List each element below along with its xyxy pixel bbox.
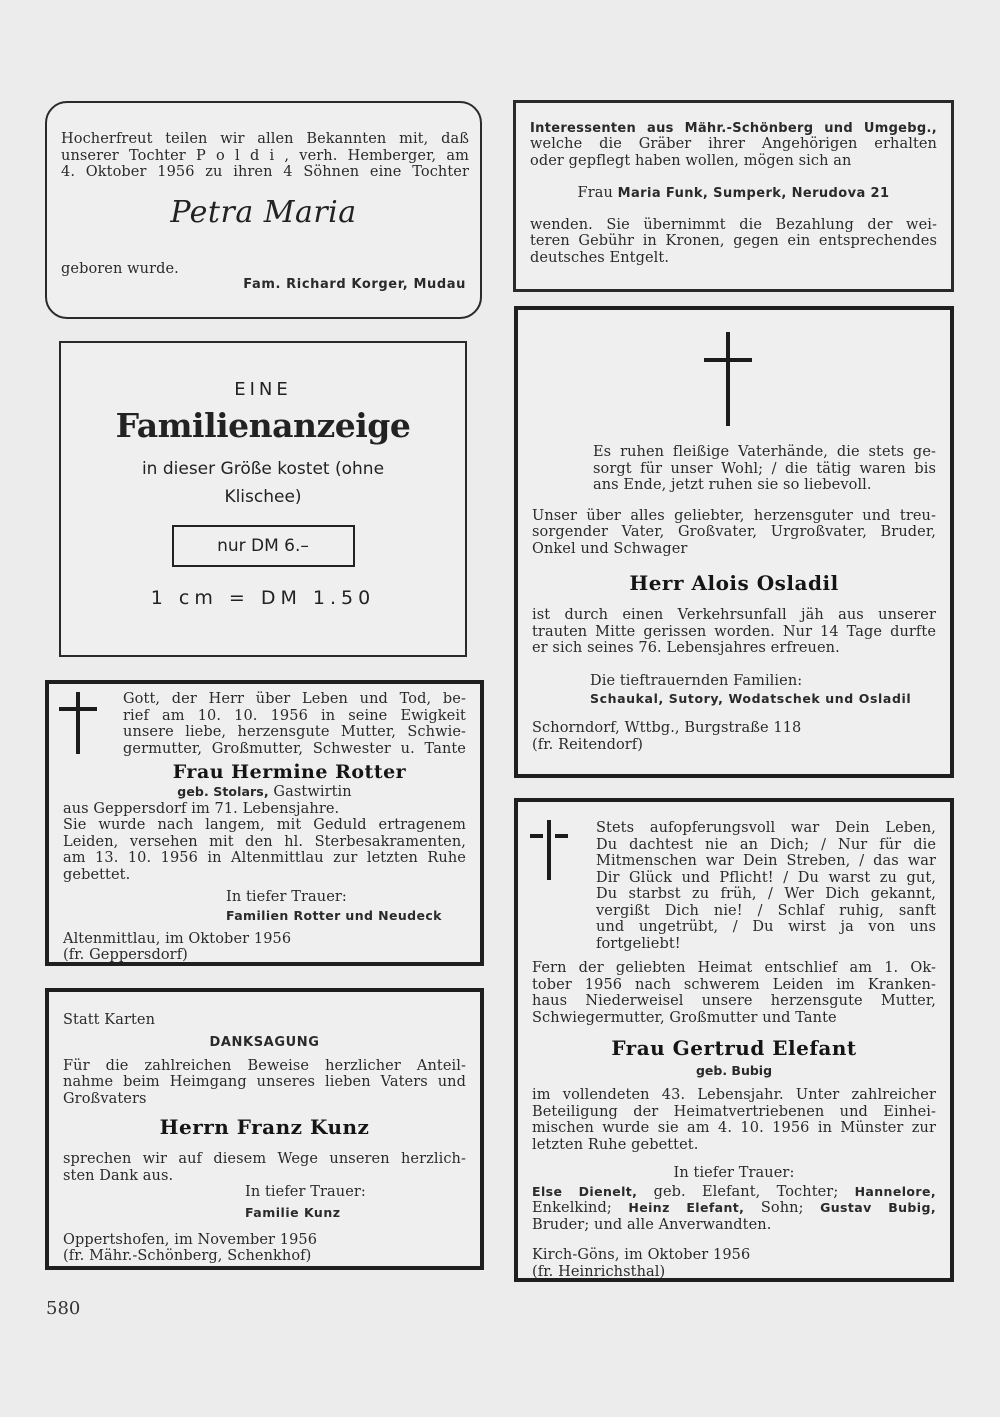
text-line: Großvaters: [63, 1090, 147, 1107]
ad-eine: EINE: [234, 379, 292, 400]
text-line: nahme beim Heimgang unseres lieben Vaters und: [63, 1074, 466, 1090]
text-line: Unser über alles geliebter, herzensguter und treu-: [532, 507, 936, 524]
place-line: Schorndorf, Wttbg., Burgstraße 118: [532, 720, 802, 736]
mourning-families: Familien Rotter und Neudeck: [226, 907, 442, 923]
text-line: haus Niederweisel unsere herzensgute Mutter,: [532, 993, 936, 1009]
signer-relation: Sohn;: [760, 1200, 804, 1216]
text-line: Schwiegermutter, Großmutter und Tante: [532, 1009, 837, 1026]
mourners-label: In tiefer Trauer:: [245, 1184, 366, 1200]
deceased-name: Herr Alois Osladil: [629, 571, 839, 595]
signer-relation: geb. Elefant, Tochter;: [653, 1183, 839, 1200]
place-line: Altenmittlau, im Oktober 1956: [63, 930, 292, 947]
address-prefix: Frau: [577, 185, 613, 201]
verse-line: Stets aufopferungsvoll war Dein Leben,: [596, 820, 936, 836]
text-line: Onkel und Schwager: [532, 540, 688, 557]
signer-name: Else Dienelt,: [532, 1183, 638, 1199]
occupation: Gastwirtin: [273, 784, 352, 800]
birth-text: [61, 131, 469, 181]
verse-line: vergißt Dich nie! / Schlaf ruhig, sanft: [596, 902, 936, 919]
ad-desc-line: Klischee): [224, 487, 302, 507]
graves-notice: [513, 100, 954, 292]
mourning-family: Familie Kunz: [245, 1204, 341, 1220]
contact-address: [530, 185, 937, 203]
obituary-elefant: [514, 798, 954, 1282]
place-line: Oppertshofen, im November 1956: [63, 1231, 318, 1248]
text-line: ist durch einen Verkehrsunfall jäh aus unserer: [532, 607, 936, 623]
mourning-families: Schaukal, Sutory, Wodatschek und Osladil: [590, 691, 912, 706]
cross-icon: [59, 692, 97, 754]
text-line: am 13. 10. 1956 in Altenmittlau zur letzten Ruhe: [63, 850, 466, 866]
notice-heading: Interessenten aus Mähr.-Schönberg und Umgebg.,: [530, 121, 937, 136]
text-line: letzten Ruhe gebettet.: [532, 1136, 699, 1153]
closing-text: geboren wurde.: [61, 261, 179, 277]
signer-name: Gustav Bubig,: [820, 1200, 936, 1215]
thanks-heading: DANKSAGUNG: [209, 1034, 320, 1050]
obituary-osladil: [514, 306, 954, 778]
ad-rate: 1 cm = DM 1.50: [150, 587, 376, 609]
signer-relation: Bruder; und alle Anverwandten.: [532, 1216, 772, 1233]
thanks-kunz: [45, 988, 484, 1270]
verse-line: Dir Glück und Pflicht! / Du warst zu gut,: [596, 869, 936, 886]
deceased-name: Frau Gertrud Elefant: [611, 1036, 857, 1060]
verse-line: Du dachtest nie an Dich; / Nur für die: [596, 836, 936, 853]
obituary-rotter: [45, 680, 484, 966]
text-line: sprechen wir auf diesem Wege unseren herzlich-: [63, 1151, 466, 1167]
verse-line: unsere liebe, herzensgute Mutter, Schwie-: [123, 724, 466, 740]
verse-line: Gott, der Herr über Leben und Tod, be-: [123, 691, 466, 707]
text-line: Leiden, versehen mit den hl. Sterbesakramenten,: [63, 833, 466, 850]
mourners-label: In tiefer Trauer:: [226, 889, 347, 905]
text-line: aus Geppersdorf im 71. Lebensjahre.: [63, 800, 340, 817]
text-line: teren Gebühr in Kronen, gegen ein entsprechendes: [530, 233, 937, 249]
birth-announcement: [45, 101, 482, 319]
text-line: deutsches Entgelt.: [530, 249, 670, 266]
cross-icon: [704, 332, 752, 426]
text-line: wenden. Sie übernimmt die Bezahlung der wei-: [530, 216, 937, 233]
text-line: trauten Mitte gerissen worden. Nur 14 Tage durfte: [532, 623, 936, 640]
verse-line: und ungetrübt, / Du wirst ja von uns: [596, 919, 936, 935]
place-line: (fr. Mähr.-Schönberg, Schenkhof): [63, 1248, 312, 1264]
text-line: mischen wurde sie am 4. 10. 1956 in Münster zur: [532, 1120, 936, 1136]
mourners-label: In tiefer Trauer:: [673, 1165, 795, 1181]
verse-line: ans Ende, jetzt ruhen sie so liebevoll.: [593, 477, 872, 493]
geb-label: geb. Bubig: [695, 1063, 773, 1078]
address: Maria Funk, Sumperk, Nerudova 21: [617, 186, 890, 201]
text-line: im vollendeten 43. Lebensjahr. Unter zahlreicher: [532, 1087, 936, 1103]
text-line: Beteiligung der Heimatvertriebenen und Einhei-: [532, 1103, 936, 1120]
mourners-label: Die tieftrauernden Familien:: [590, 672, 803, 689]
child-name: Petra Maria: [170, 194, 357, 230]
text-line: welche die Gräber ihrer Angehörigen erhalten: [530, 136, 937, 152]
place-line: (fr. Heinrichsthal): [532, 1263, 666, 1280]
verse-line: rief am 10. 10. 1956 in seine Ewigkeit: [123, 707, 466, 724]
text-line: Hocherfreut teilen wir allen Bekannten mit, daß: [61, 131, 469, 147]
maiden-name: [63, 784, 466, 801]
text-line: sorgender Vater, Großvater, Urgroßvater, Bruder,: [532, 524, 936, 540]
text-line: sten Dank aus.: [63, 1167, 174, 1184]
statt-karten: Statt Karten: [63, 1012, 156, 1028]
verse-line: Du starbst zu früh, / Wer Dich gekannt,: [596, 886, 936, 902]
maiden-name: [532, 1060, 936, 1079]
page-number: 580: [46, 1298, 81, 1319]
text-line: 4. Oktober 1956 zu ihren 4 Söhnen eine Tochter: [61, 164, 469, 180]
text-line: Fern der geliebten Heimat entschlief am 1. Ok-: [532, 960, 936, 976]
text-line: Für die zahlreichen Beweise herzlicher Anteil-: [63, 1057, 466, 1074]
ad-title: Familienanzeige: [115, 406, 411, 445]
place-line: (fr. Geppersdorf): [63, 947, 188, 963]
text-line: er sich seines 76. Lebensjahres erfreuen.: [532, 640, 840, 656]
verse-line: Mitmenschen war Dein Streben, / das war: [596, 853, 936, 869]
mourning-signers: [532, 1184, 936, 1234]
text-line: oder gepflegt haben wollen, mögen sich an: [530, 152, 852, 169]
text-line: unserer Tochter P o l d i , verh. Hemberger, am: [61, 147, 469, 164]
ad-desc-line: in dieser Größe kostet (ohne: [141, 459, 385, 479]
signer-relation: Enkelkind;: [532, 1200, 612, 1216]
text-line: tober 1956 nach schwerem Leiden im Kranken-: [532, 976, 936, 993]
ad-price-offer: [59, 341, 467, 657]
signer-name: Heinz Elefant,: [628, 1200, 745, 1215]
verse-line: fortgeliebt!: [596, 935, 681, 952]
cross-icon: [530, 820, 568, 880]
deceased-name: Herrn Franz Kunz: [159, 1115, 370, 1139]
text-line: gebettet.: [63, 866, 131, 883]
text-line: Sie wurde nach langem, mit Geduld ertragenem: [63, 817, 466, 833]
deceased-name: Frau Hermine Rotter: [172, 761, 407, 783]
signer-name: Hannelore,: [854, 1183, 936, 1199]
signature: Fam. Richard Korger, Mudau: [243, 277, 466, 292]
verse-line: Es ruhen fleißige Vaterhände, die stets ge-: [593, 444, 936, 460]
place-line: (fr. Reitendorf): [532, 736, 644, 753]
geb-label: geb. Stolars,: [177, 784, 269, 799]
verse-line: sorgt für unser Wohl; / die tätig waren bis: [593, 460, 936, 477]
place-line: Kirch-Göns, im Oktober 1956: [532, 1247, 751, 1263]
verse-line: germutter, Großmutter, Schwester u. Tante: [123, 740, 466, 757]
ad-price: nur DM 6.–: [172, 525, 355, 567]
